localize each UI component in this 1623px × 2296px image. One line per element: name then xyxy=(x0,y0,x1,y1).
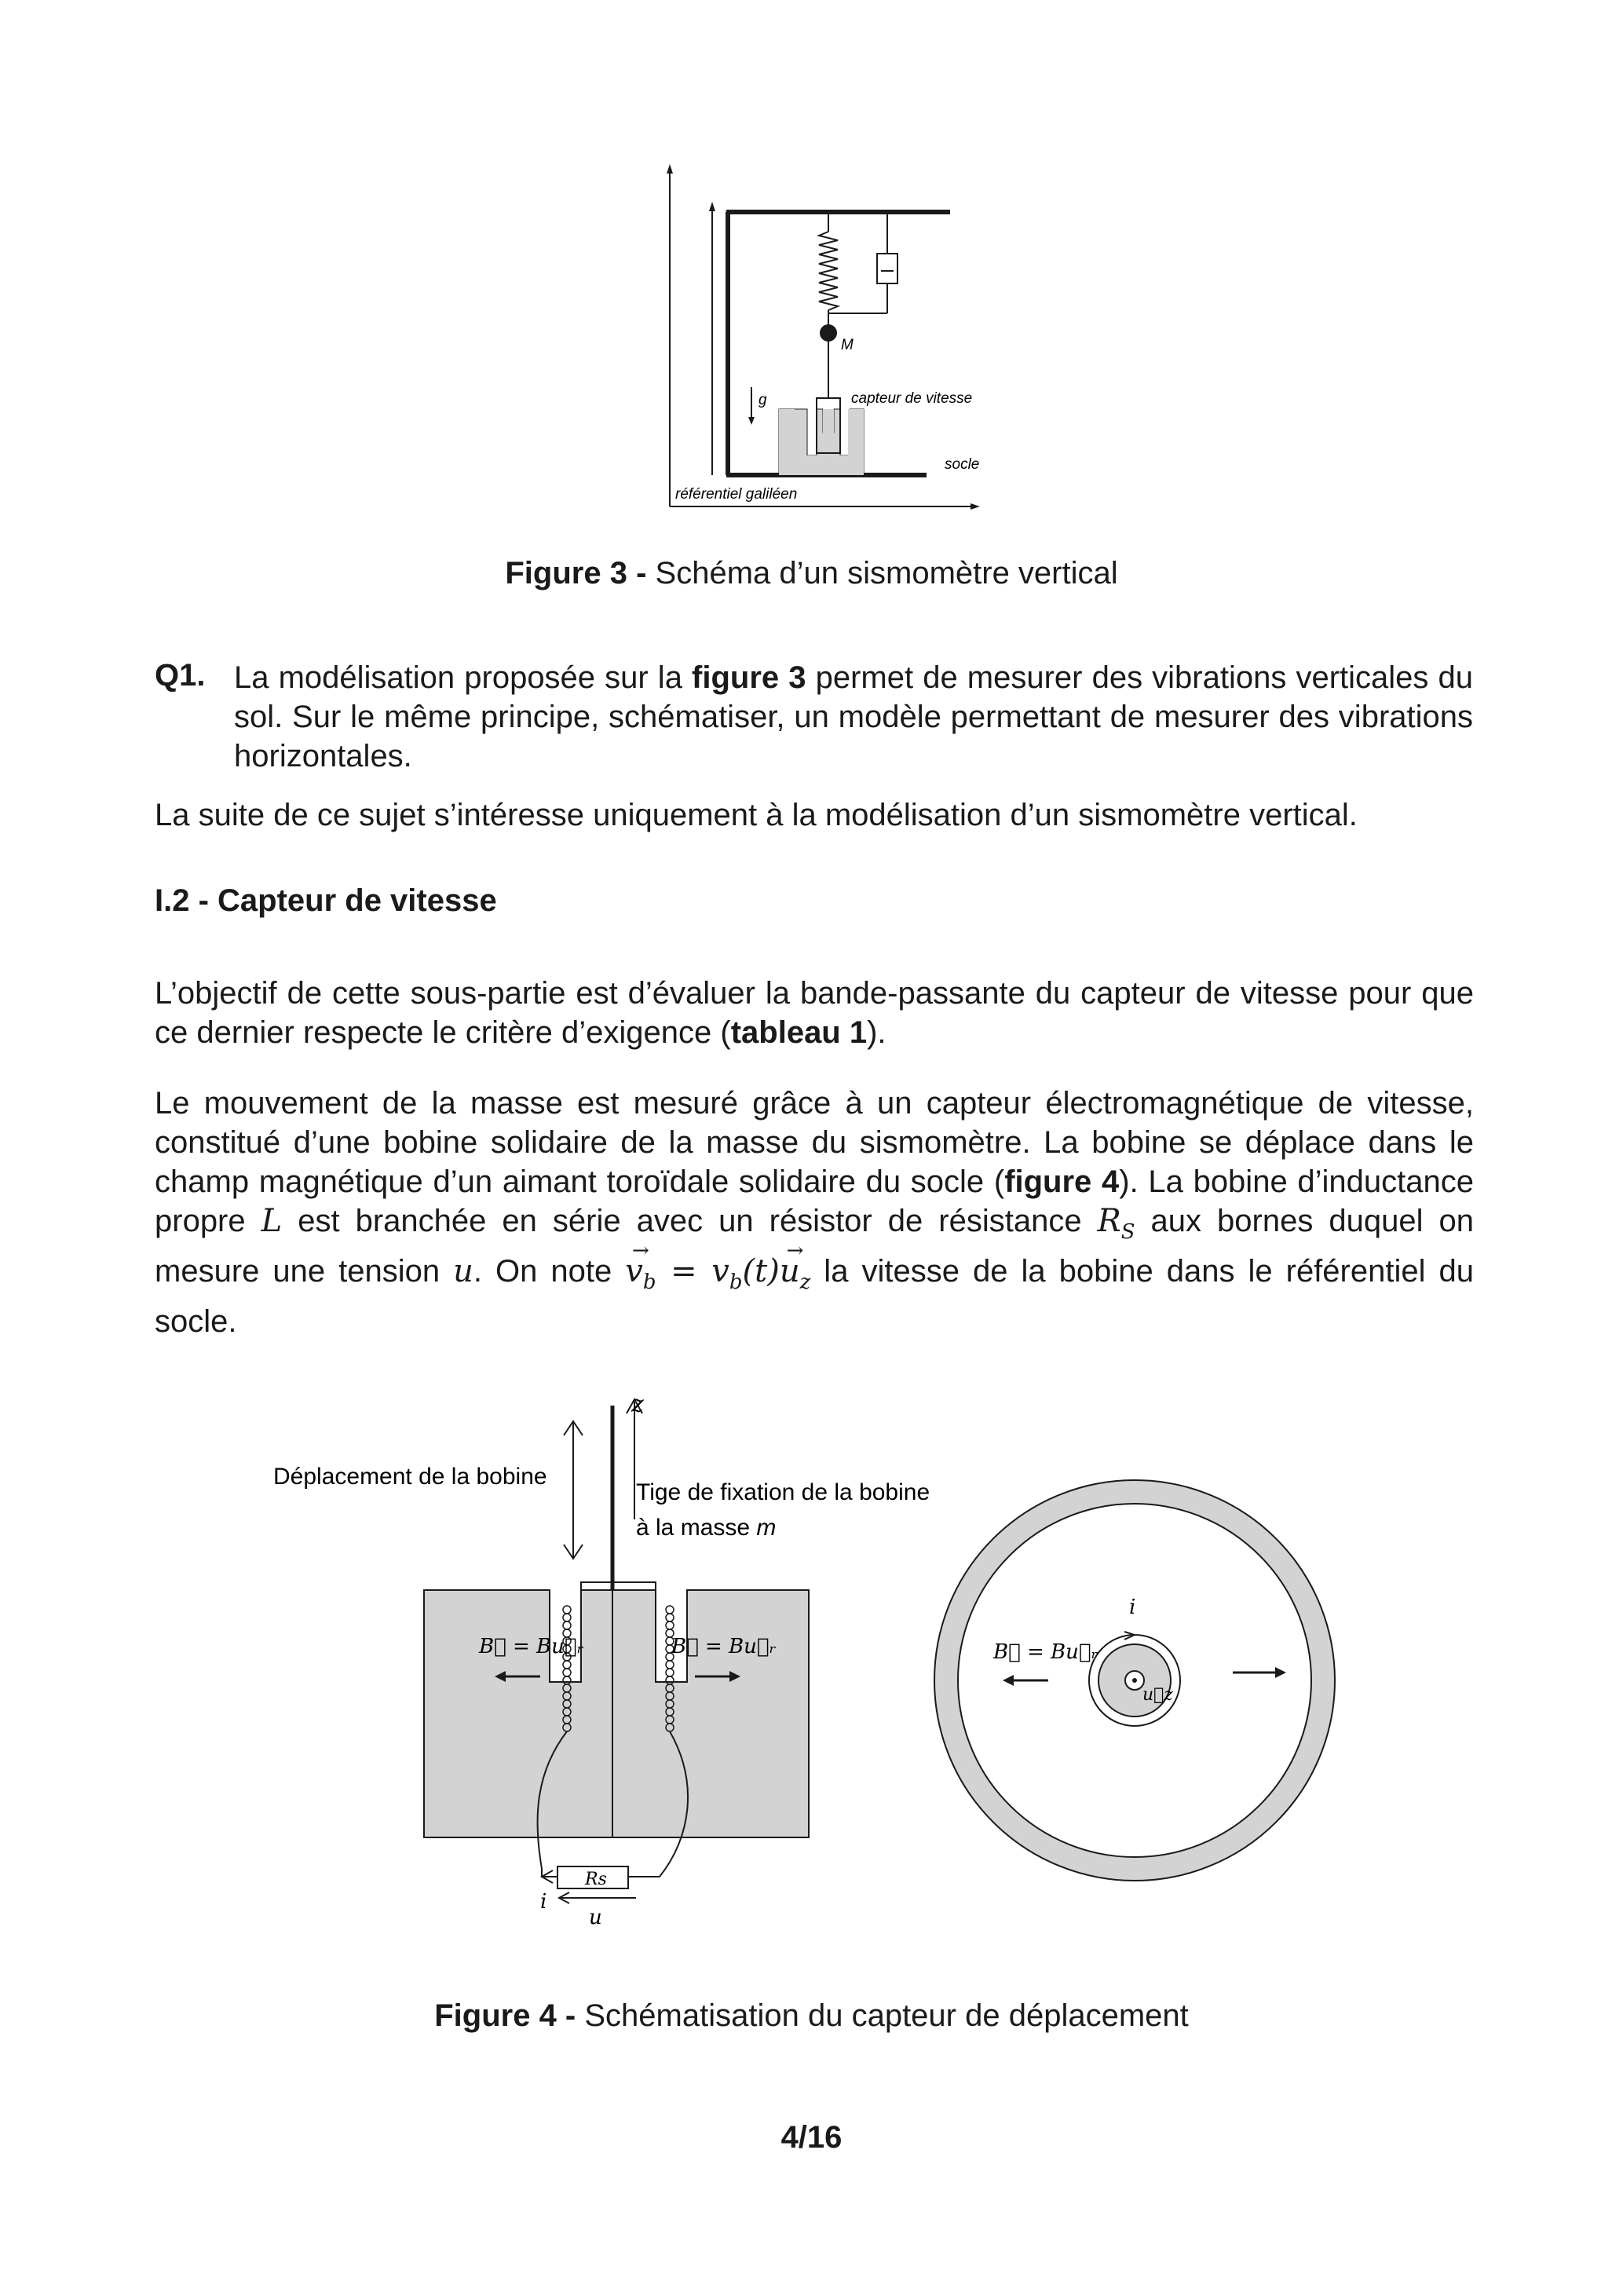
spring xyxy=(819,214,838,327)
sensor-label: capteur de vitesse xyxy=(851,390,973,407)
figure-4-diagram xyxy=(251,1382,1374,1932)
base-label: socle xyxy=(945,456,980,473)
question-text: La modélisation proposée sur la figure 3 permet de mesurer des vibrations verticales du sol. Sur le même principe, schématiser, un modèle permettant de mesurer des vibrations horizontales. xyxy=(234,660,1473,773)
field-label-left: B⃗ = Bu⃗ᵣ xyxy=(479,1635,584,1658)
velocity-sensor xyxy=(779,398,864,475)
section-title: I.2 - Capteur de vitesse xyxy=(155,883,497,918)
current-label: i xyxy=(540,1890,547,1914)
description-paragraph: Le mouvement de la masse est mesuré grâce à un capteur électromagnétique de vitesse, constitué d’une bobine solidaire de la masse du sismomètre. La bobine se déplace dans le champ magnétique d’un aimant toroïdale solidaire du socle (figure 4). La bobine d’inductance propre L est branchée en série avec un résistor de résistance $R_S$ aux bornes duquel on mesure une tension u. On note → $v_b = v_b(t)\to u_z$ la vitesse de la bobine dans le référentiel du socle. xyxy=(155,1084,1474,1341)
magnet-cross-section xyxy=(424,1590,809,1837)
figure-4-caption xyxy=(0,1998,1623,2034)
gravity-label: g xyxy=(758,392,767,408)
current-top-label: i xyxy=(1129,1596,1136,1619)
figure-3-caption xyxy=(0,556,1623,591)
displacement-label: Déplacement de la bobine xyxy=(273,1464,547,1490)
rod-label-line1: Tige de fixation de la bobine xyxy=(636,1479,930,1505)
damper xyxy=(828,214,897,313)
magnet-top-view xyxy=(934,1480,1335,1881)
figure-3-caption-text: Schéma d’un sismomètre vertical xyxy=(646,556,1118,590)
voltage-label: u xyxy=(589,1906,602,1929)
figure-3-diagram xyxy=(652,153,989,518)
resistor-label: Rs xyxy=(585,1870,607,1889)
mass-point xyxy=(820,324,837,342)
field-label-right: B⃗ = Bu⃗ᵣ xyxy=(671,1635,777,1658)
figure-4-caption-text: Schématisation du capteur de déplacement xyxy=(576,1998,1189,2033)
figure-4-caption-bold: Figure 4 - xyxy=(434,1998,576,2033)
question-label: Q1. xyxy=(155,658,206,693)
field-label-top-view: B⃗ = Bu⃗ᵣ xyxy=(993,1640,1098,1664)
intro-paragraph: La suite de ce sujet s’intéresse uniquement à la modélisation d’un sismomètre vertical. xyxy=(155,798,1358,832)
figure-3-caption-bold: Figure 3 - xyxy=(505,556,647,590)
z-axis-label: z xyxy=(631,1391,644,1418)
frame-label: référentiel galiléen xyxy=(675,486,798,503)
page-number: 4/16 xyxy=(780,2120,843,2155)
rod-label-line2: à la masse m xyxy=(636,1515,777,1541)
mass-label: M xyxy=(841,337,854,353)
objective-paragraph: L’objectif de cette sous-partie est d’évaluer la bande-passante du capteur de vitesse pour que ce dernier respecte le critère d’exigence (tableau 1). xyxy=(155,976,1474,1050)
uz-label: u⃗z xyxy=(1142,1685,1173,1705)
